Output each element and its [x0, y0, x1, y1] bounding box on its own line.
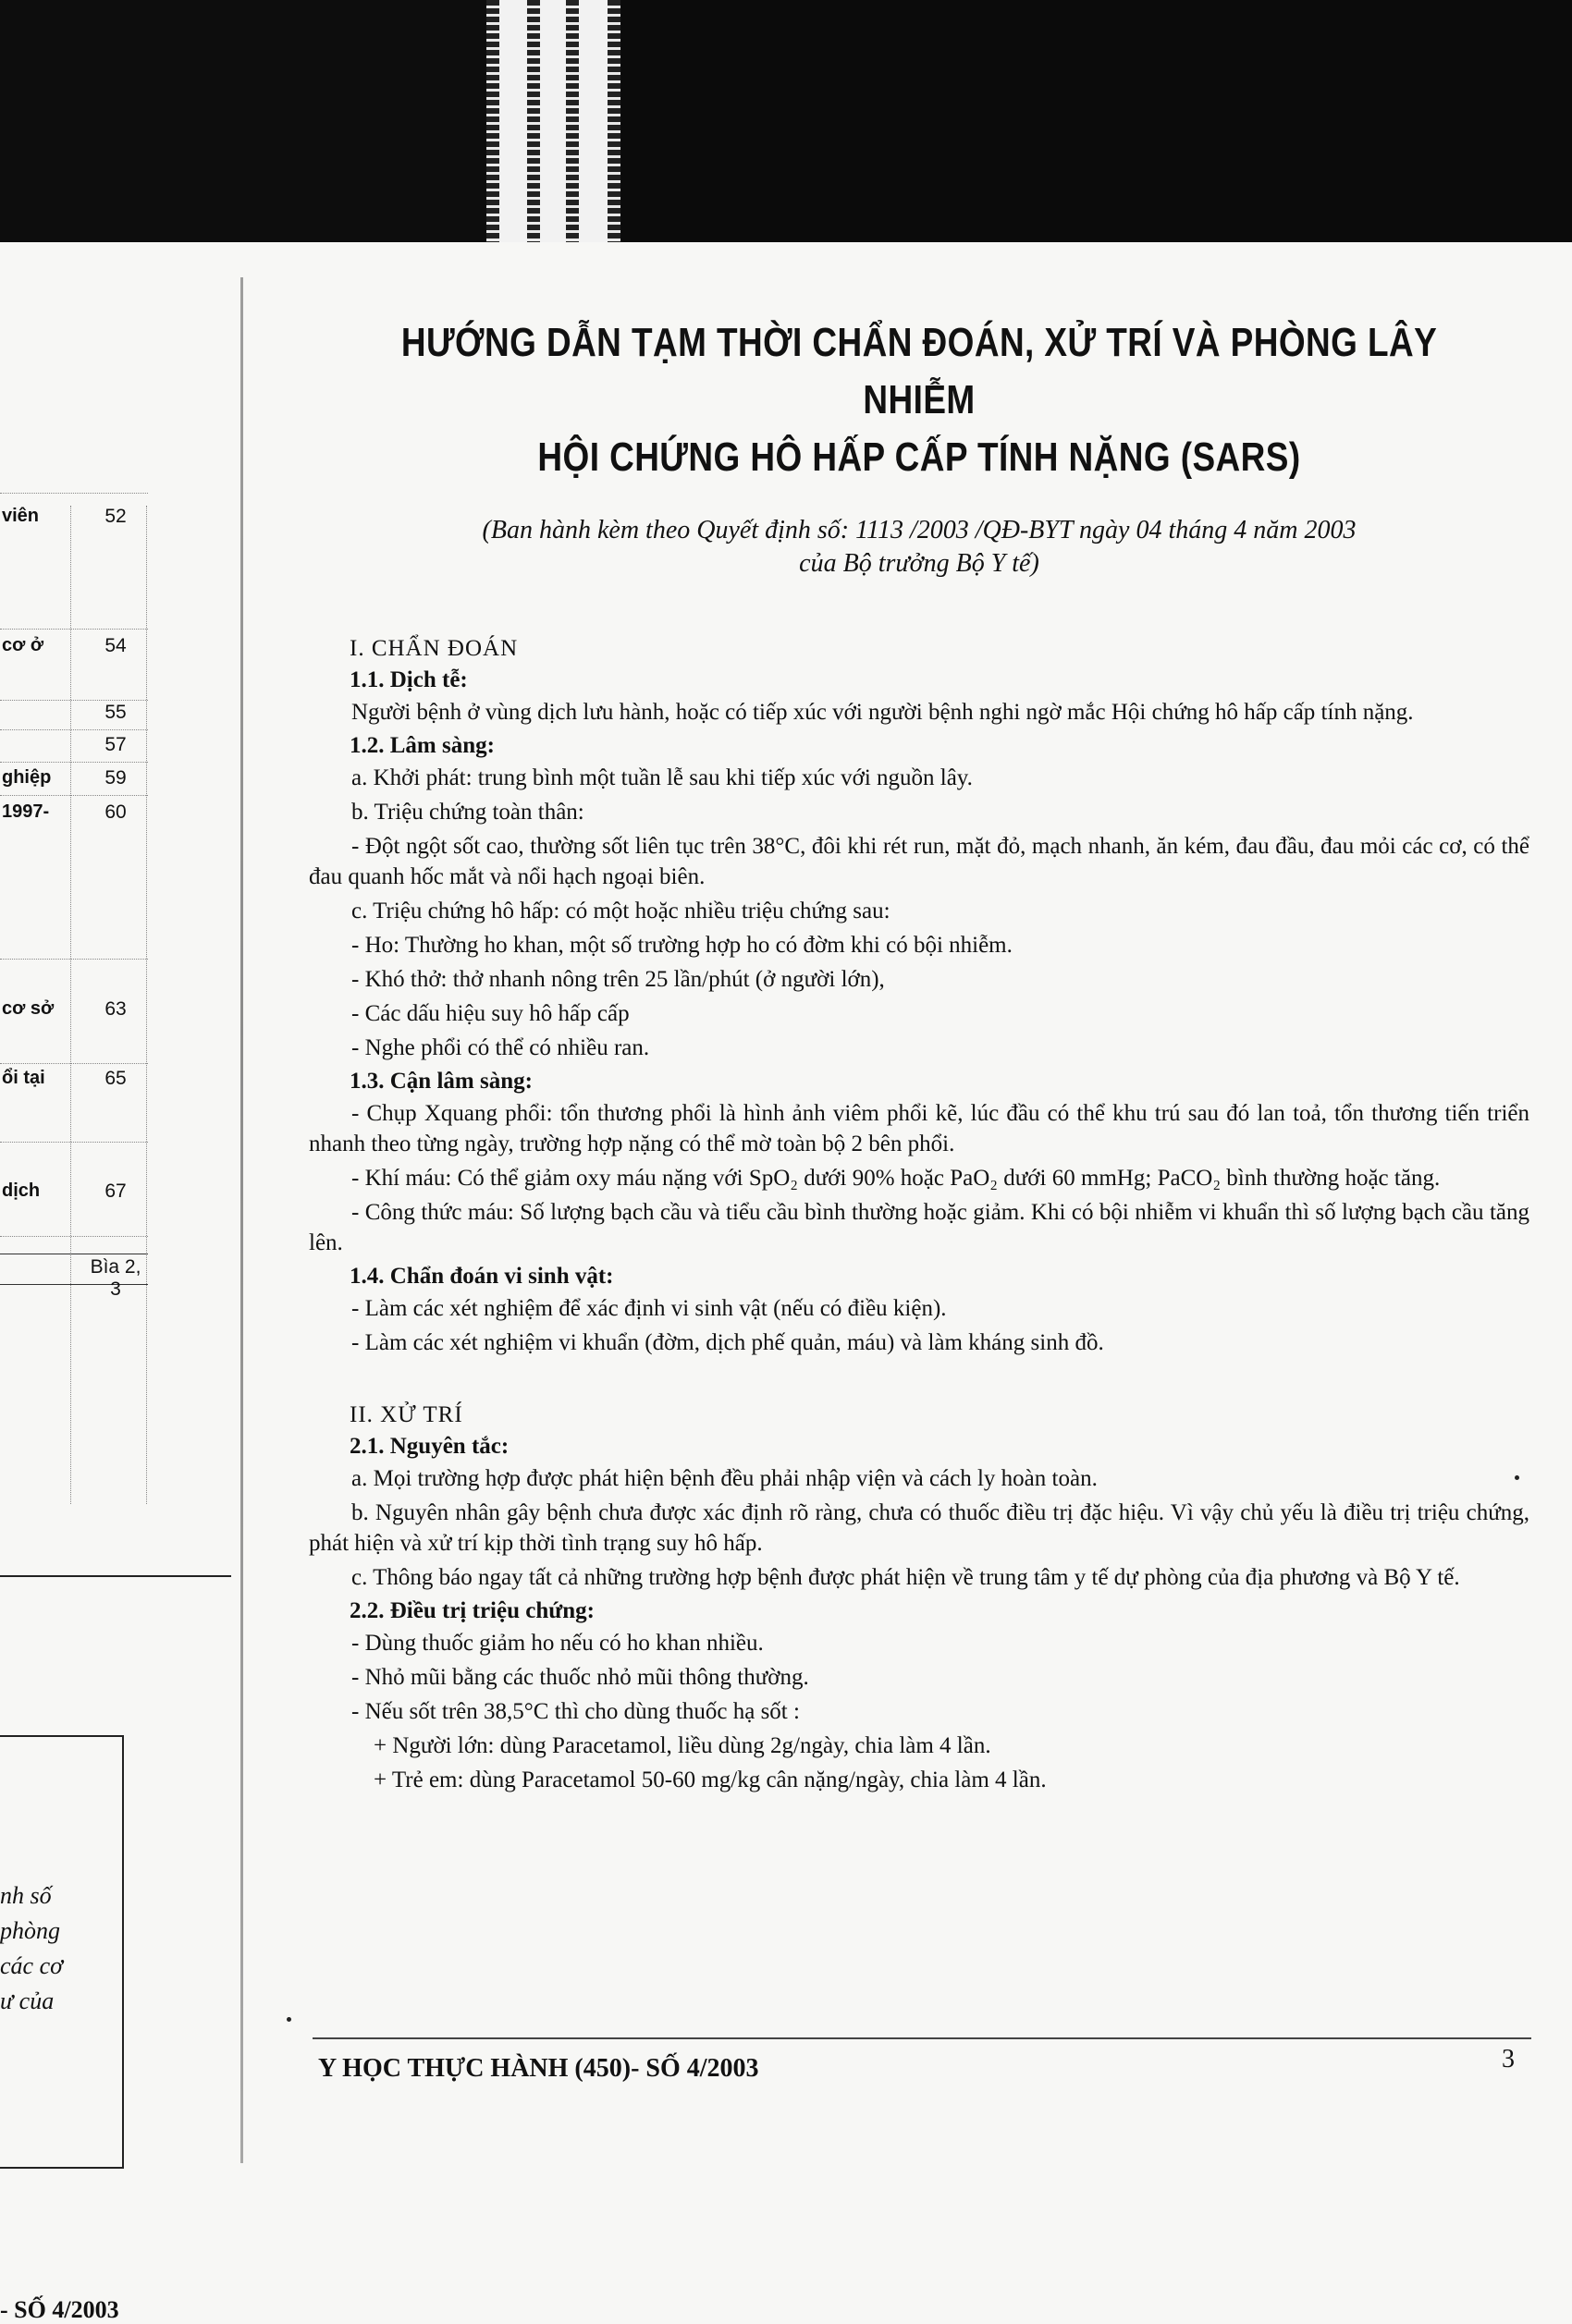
toc-row: cơ sở 63 — [0, 998, 148, 1064]
article — [309, 314, 1529, 1795]
toc-row: cơ ở 54 — [2, 635, 127, 656]
paragraph: - Các dấu hiệu suy hô hấp cấp — [351, 1001, 630, 1026]
article-title: HƯỚNG DẪN TẠM THỜI CHẨN ĐOÁN, XỬ TRÍ VÀ PHÒNG LÂY NHIỄM HỘI CHỨNG HÔ HẤP CẤP TÍNH NẶNG (SARS) — [400, 320, 1438, 480]
page-fold — [240, 277, 243, 2163]
article-subtitle: (Ban hành kèm theo Quyết định số: 1113 /2003 /QĐ-BYT ngày 04 tháng 4 năm 2003 của Bộ trưởng Bộ Y tế) — [482, 516, 1357, 578]
left-rule — [0, 1575, 231, 1577]
paragraph: - Nhỏ mũi bằng các thuốc nhỏ mũi thông thường. — [351, 1665, 809, 1690]
subheading: 1.4. Chẩn đoán vi sinh vật: — [350, 1264, 614, 1289]
journal-footer: Y HỌC THỰC HÀNH (450)- SỐ 4/2003 — [318, 2054, 759, 2083]
page-number: 3 — [1502, 2045, 1515, 2073]
scan-speck — [1515, 1475, 1519, 1480]
scan-speck — [287, 2017, 291, 2022]
paragraph: - Dùng thuốc giảm ho nếu có ho khan nhiều. — [351, 1631, 764, 1656]
paragraph: - Ho: Thường ho khan, một số trường hợp ho có đờm khi có bội nhiễm. — [351, 933, 1013, 958]
paragraph: + Người lớn: dùng Paracetamol, liều dùng 2g/ngày, chia làm 4 lần. — [374, 1733, 991, 1758]
paragraph: - Công thức máu: Số lượng bạch cầu và tiểu cầu bình thường hoặc giảm. Khi có bội nhiễm vi khuẩn thì số lượng bạch cầu tăng lên. — [309, 1200, 1529, 1255]
section-heading: I. CHẨN ĐOÁN — [350, 636, 519, 661]
paragraph: c. Triệu chứng hô hấp: có một hoặc nhiều triệu chứng sau: — [351, 899, 890, 923]
paragraph: c. Thông báo ngay tất cả những trường hợp bệnh được phát hiện về trung tâm y tế dự phòng của địa phương và Bộ Y tế. — [351, 1565, 1460, 1590]
paragraph: Người bệnh ở vùng dịch lưu hành, hoặc có tiếp xúc với người bệnh nghi ngờ mắc Hội chứng hô hấp cấp tính nặng. — [351, 700, 1414, 725]
toc-row: ổi tại 65 — [0, 1068, 148, 1143]
subheading: 2.2. Điều trị triệu chứng: — [350, 1598, 595, 1623]
toc-row: Bìa 2, 3 — [0, 1254, 148, 1285]
paragraph: - Khí máu: Có thể giảm oxy máu nặng với SpO₂ dưới 90% hoặc PaO₂ dưới 60 mmHg; PaCO₂ bình thường hoặc tăng. — [351, 1166, 1441, 1191]
paragraph: + Trẻ em: dùng Paracetamol 50-60 mg/kg cân nặng/ngày, chia làm 4 lần. — [374, 1767, 1047, 1792]
paragraph: b. Triệu chứng toàn thân: — [351, 800, 584, 825]
toc-row: 1997- 60 — [0, 801, 148, 960]
left-box-text: nh số phòng các cơ ư của — [0, 1882, 63, 2014]
footer-rule — [313, 2037, 1531, 2039]
paragraph: - Khó thở: thở nhanh nông trên 25 lần/phút (ở người lớn), — [351, 967, 885, 992]
paragraph: b. Nguyên nhân gây bệnh chưa được xác định rõ ràng, chưa có thuốc điều trị đặc hiệu. Vì vậy chủ yếu là điều trị triệu chứng, phát hiện và xử trí kịp thời tình trạng suy hô hấp. — [309, 1500, 1529, 1556]
paragraph: - Chụp Xquang phổi: tổn thương phổi là hình ảnh viêm phổi kẽ, lúc đầu có thể khu trú sau đó lan toả, tổn thương tiến triển nhanh theo từng ngày, trường hợp nặng có thể mờ toàn bộ 2 bên phổi. — [309, 1101, 1529, 1156]
toc-row: 55 — [0, 702, 148, 730]
section-diagnosis — [309, 636, 1529, 1358]
paragraph: - Làm các xét nghiệm để xác định vi sinh vật (nếu có điều kiện). — [351, 1296, 947, 1321]
section-heading: II. XỬ TRÍ — [350, 1402, 463, 1427]
toc-row: ghiệp 59 — [0, 767, 148, 796]
toc-row: 57 — [0, 734, 148, 763]
subheading: 1.1. Dịch tễ: — [350, 667, 468, 692]
paragraph: - Nghe phổi có thể có nhiều ran. — [351, 1035, 650, 1060]
paragraph: - Nếu sốt trên 38,5°C thì cho dùng thuốc hạ sốt : — [351, 1699, 800, 1724]
toc-row: dịch 67 — [0, 1180, 148, 1237]
toc-row: viên 52 — [2, 506, 127, 527]
subheading: 1.3. Cận lâm sàng: — [350, 1069, 533, 1094]
paragraph: - Làm các xét nghiệm vi khuẩn (đờm, dịch phế quản, máu) và làm kháng sinh đồ. — [351, 1330, 1104, 1355]
paragraph: a. Khởi phát: trung bình một tuần lễ sau khi tiếp xúc với nguồn lây. — [351, 765, 973, 790]
left-partial-page — [0, 242, 236, 2323]
paragraph: - Đột ngột sốt cao, thường sốt liên tục trên 38°C, đôi khi rét run, mặt đỏ, mạch nhanh, ăn kém, đau đầu, đau mỏi các cơ, có thể đau quanh hốc mắt và nổi hạch ngoại biên. — [309, 834, 1529, 889]
section-treatment — [309, 1402, 1529, 1795]
paragraph: a. Mọi trường hợp được phát hiện bệnh đều phải nhập viện và cách ly hoàn toàn. — [351, 1466, 1098, 1491]
left-footer: - SỐ 4/2003 — [0, 2296, 119, 2323]
subheading: 2.1. Nguyên tắc: — [350, 1434, 510, 1459]
subheading: 1.2. Lâm sàng: — [350, 733, 495, 758]
scan-dark-margin — [0, 0, 1572, 242]
